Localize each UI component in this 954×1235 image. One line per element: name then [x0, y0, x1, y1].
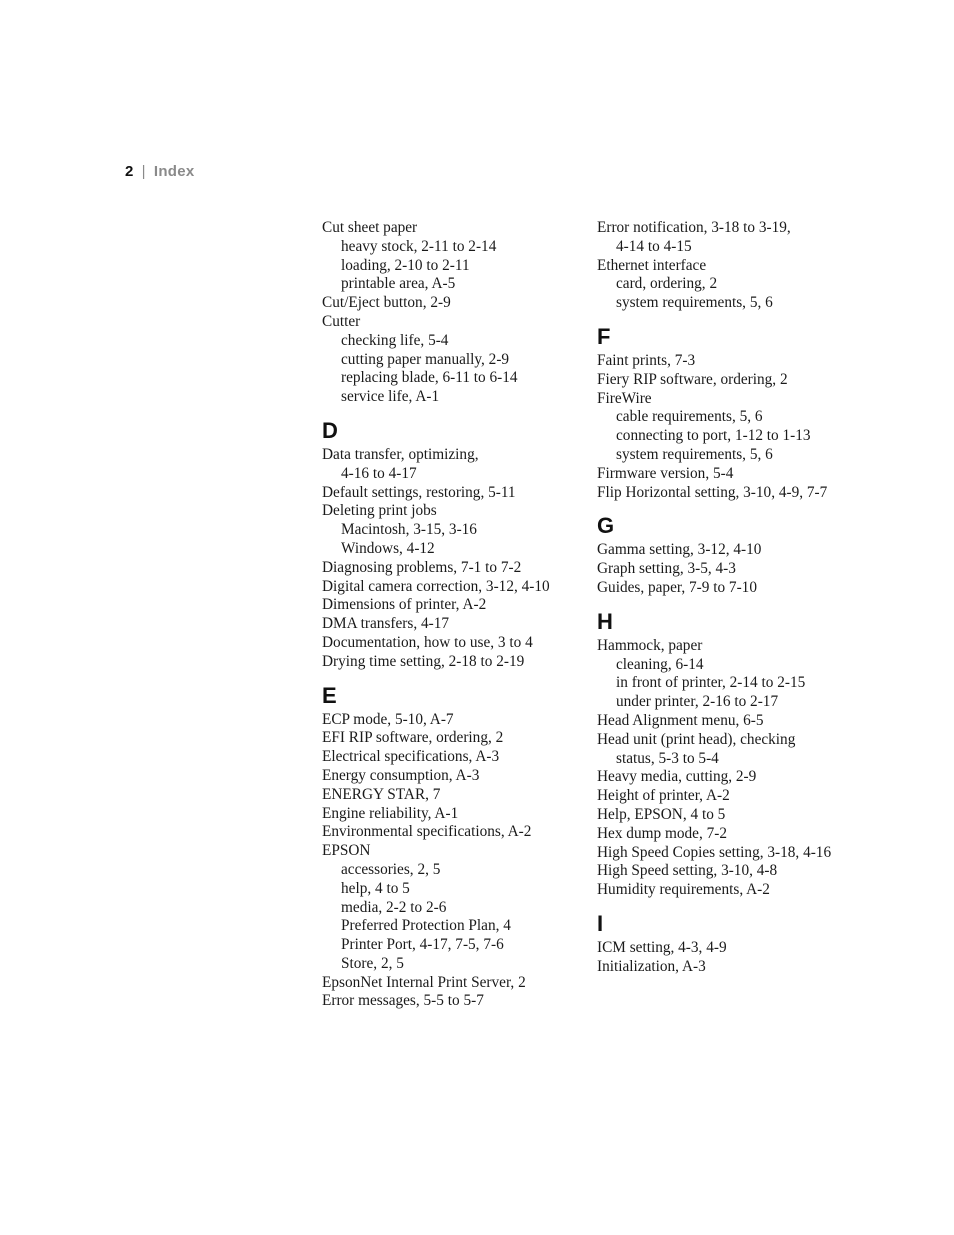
index-entry: Hammock, paper: [597, 636, 703, 654]
running-header: [125, 163, 195, 180]
section-letter-h: H: [597, 608, 613, 634]
section-letter-d: D: [322, 417, 338, 443]
page-number: 2: [125, 163, 134, 180]
index-subentry: Store, 2, 5: [341, 954, 404, 972]
section-title: Index: [153, 163, 195, 180]
index-entry: Data transfer, optimizing,: [322, 445, 479, 463]
index-entry: Engine reliability, A-1: [322, 804, 459, 822]
index-subentry: system requirements, 5, 6: [616, 445, 773, 463]
index-subentry: connecting to port, 1-12 to 1-13: [616, 427, 811, 445]
index-subentry: accessories, 2, 5: [341, 860, 441, 878]
index-subentry: Macintosh, 3-15, 3-16: [341, 521, 477, 539]
index-entry: High Speed setting, 3-10, 4-8: [597, 862, 778, 880]
index-subentry: Windows, 4-12: [341, 539, 435, 557]
index-subentry: cleaning, 6-14: [616, 655, 704, 673]
index-entry: Guides, paper, 7-9 to 7-10: [597, 578, 757, 596]
index-entry: Digital camera correction, 3-12, 4-10: [322, 577, 550, 595]
index-entry: Humidity requirements, A-2: [597, 881, 770, 899]
index-entry: Hex dump mode, 7-2: [597, 824, 728, 842]
index-column-right: [597, 219, 842, 977]
index-subentry: media, 2-2 to 2-6: [341, 898, 447, 916]
index-entry: Faint prints, 7-3: [597, 351, 696, 369]
index-subentry: Preferred Protection Plan, 4: [341, 917, 511, 935]
index-entry: Height of printer, A-2: [597, 787, 730, 805]
index-subentry: system requirements, 5, 6: [616, 294, 773, 312]
index-entry: Cut/Eject button, 2-9: [322, 294, 451, 312]
index-entry: Initialization, A-3: [597, 957, 706, 975]
index-entry-continuation: 4-16 to 4-17: [341, 464, 417, 482]
index-subentry: Printer Port, 4-17, 7-5, 7-6: [341, 936, 504, 954]
index-entry-continuation: 4-14 to 4-15: [616, 237, 692, 255]
index-entry: Energy consumption, A-3: [322, 766, 480, 784]
index-entry: High Speed Copies setting, 3-18, 4-16: [597, 843, 832, 861]
index-entry: Documentation, how to use, 3 to 4: [322, 633, 533, 651]
index-entry: ECP mode, 5-10, A-7: [322, 710, 454, 728]
index-entry: Default settings, restoring, 5-11: [322, 483, 516, 501]
index-entry: Environmental specifications, A-2: [322, 823, 532, 841]
index-subentry: loading, 2-10 to 2-11: [341, 256, 470, 274]
index-entry: Cut sheet paper: [322, 219, 418, 236]
index-subentry: printable area, A-5: [341, 275, 456, 293]
index-column-left: [322, 219, 572, 1011]
index-entry: Firmware version, 5-4: [597, 464, 734, 482]
index-entry: Cutter: [322, 312, 361, 330]
index-subentry: checking life, 5-4: [341, 331, 449, 349]
index-entry: EFI RIP software, ordering, 2: [322, 729, 504, 747]
index-entry: Error notification, 3-18 to 3-19,: [597, 219, 791, 236]
section-letter-i: I: [597, 910, 604, 936]
index-subentry: heavy stock, 2-11 to 2-14: [341, 237, 497, 255]
index-entry: Gamma setting, 3-12, 4-10: [597, 541, 762, 559]
section-letter-g: G: [597, 513, 615, 539]
index-entry: Help, EPSON, 4 to 5: [597, 805, 726, 823]
index-entry: EPSON: [322, 842, 371, 860]
index-entry-continuation: status, 5-3 to 5-4: [616, 749, 719, 767]
index-entry: Graph setting, 3-5, 4-3: [597, 560, 736, 578]
index-subentry: cable requirements, 5, 6: [616, 408, 763, 426]
index-subentry: in front of printer, 2-14 to 2-15: [616, 674, 806, 692]
index-entry: Deleting print jobs: [322, 502, 437, 520]
index-subentry: service life, A-1: [341, 388, 440, 406]
header-separator: |: [141, 163, 146, 180]
index-entry: Electrical specifications, A-3: [322, 748, 500, 766]
index-entry: Flip Horizontal setting, 3-10, 4-9, 7-7: [597, 483, 828, 501]
index-entry: Head Alignment menu, 6-5: [597, 711, 764, 729]
index-entry: Fiery RIP software, ordering, 2: [597, 370, 788, 388]
index-entry: Error messages, 5-5 to 5-7: [322, 992, 484, 1010]
index-entry: ENERGY STAR, 7: [322, 785, 441, 803]
index-entry: Heavy media, cutting, 2-9: [597, 768, 757, 786]
index-subentry: help, 4 to 5: [341, 879, 410, 897]
section-letter-f: F: [597, 323, 611, 349]
index-entry: Diagnosing problems, 7-1 to 7-2: [322, 558, 522, 576]
index-entry: EpsonNet Internal Print Server, 2: [322, 973, 526, 991]
index-entry: Head unit (print head), checking: [597, 730, 796, 748]
index-entry: DMA transfers, 4-17: [322, 615, 450, 633]
index-entry: Dimensions of printer, A-2: [322, 596, 487, 614]
index-entry: Ethernet interface: [597, 256, 707, 274]
index-subentry: card, ordering, 2: [616, 275, 718, 293]
section-letter-e: E: [322, 682, 337, 708]
index-entry: Drying time setting, 2-18 to 2-19: [322, 652, 525, 670]
index-entry: FireWire: [597, 389, 652, 407]
index-subentry: replacing blade, 6-11 to 6-14: [341, 369, 518, 387]
index-entry: ICM setting, 4-3, 4-9: [597, 938, 727, 956]
index-subentry: under printer, 2-16 to 2-17: [616, 693, 779, 711]
index-subentry: cutting paper manually, 2-9: [341, 350, 510, 368]
